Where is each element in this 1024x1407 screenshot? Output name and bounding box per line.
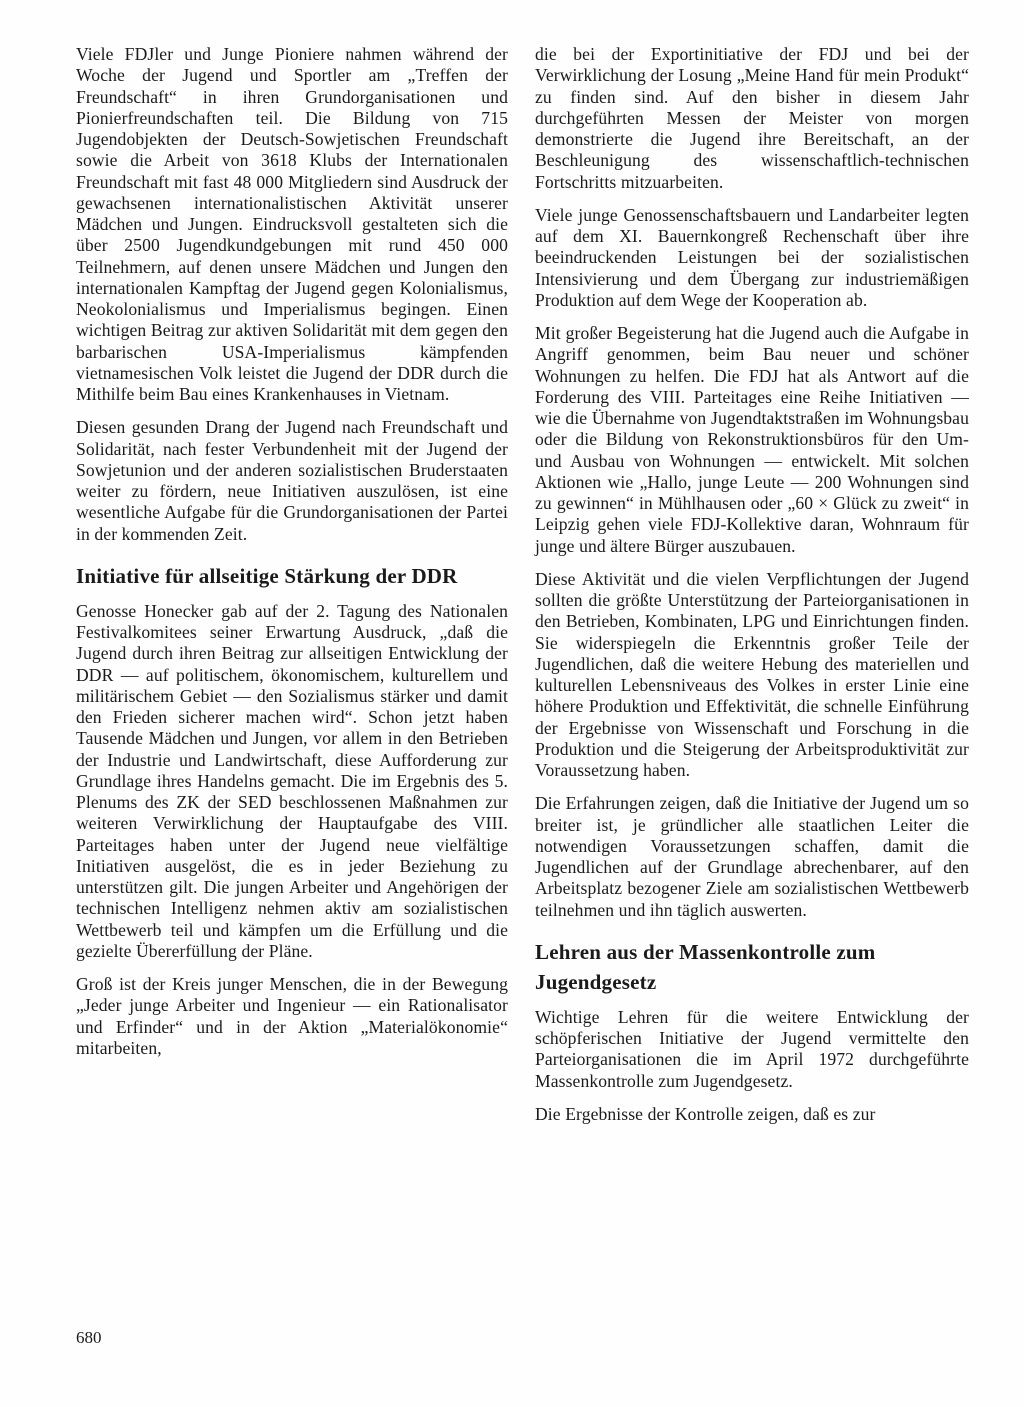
paragraph: Die Ergebnisse der Kontrolle zeigen, daß es zur bbox=[535, 1103, 876, 1124]
paragraph: Viele FDJler und Junge Pioniere nahmen während der Woche der Jugend und Sportler am „Treffen der Freundschaft“ in ihren Grundorganisationen und Pionierfreundschaften teil. Die Bildung von 715 Jugendobjekten der Deutsch-Sowjetischen Freundschaft sowie die Arbeit von 3618 Klubs der Internationalen Freundschaft mit fast 48 000 Mitgliedern sind Ausdruck der gewachsenen internationalistischen Aktivität unserer Mädchen und Jungen. Eindrucksvoll gestalteten sich die über 2500 Jugendkundgebungen mit rund 450 000 Teilnehmern, auf denen unsere Mädchen und Jungen den internationalen Kampftag der Jugend gegen Kolonialismus, Neokolonialismus und Imperialismus begingen. Einen wichtigen Beitrag zur aktiven Solidarität mit dem gegen den barbarischen USA-Imperialismus kämpfenden vietnamesischen Volk leistet die Jugend der DDR durch die Mithilfe beim Bau eines Krankenhauses in Vietnam. bbox=[76, 44, 508, 404]
paragraph: Diese Aktivität und die vielen Verpflichtungen der Jugend sollten die größte Unterstützung der Parteiorganisationen in den Betrieben, Kombinaten, LPG und Einrichtungen finden. Sie widerspiegeln die Erkenntnis großer Teile der Jugendlichen, daß die weitere Hebung des materiellen und kulturellen Lebensniveaus des Volkes in erster Linie eine höhere Produktion und Effektivität, die schnelle Einführung der Ergebnisse von Wissenschaft und Forschung in die Produktion und die Steigerung der Arbeitsproduktivität zur Voraussetzung haben. bbox=[535, 568, 969, 780]
paragraph: Viele junge Genossenschaftsbauern und Landarbeiter legten auf dem XI. Bauernkongreß Rechenschaft über ihre beeindruckenden Leistungen bei der sozialistischen Intensivierung und dem Übergang zur industriemäßigen Produktion auf dem Wege der Kooperation ab. bbox=[535, 204, 969, 310]
paragraph: Wichtige Lehren für die weitere Entwicklung der schöpferischen Initiative der Jugend vermittelte den Parteiorganisationen die im April 1972 durchgeführte Massenkontrolle zum Jugendgesetz. bbox=[535, 1006, 969, 1091]
paragraph: die bei der Exportinitiative der FDJ und bei der Verwirklichung der Losung „Meine Hand für mein Produkt“ zu finden sind. Auf den bisher in diesem Jahr durchgeführten Messen der Meister von morgen demonstrierte die Jugend ihre Bereitschaft, an der Beschleunigung des wissenschaftlich-technischen Fortschritts mitzuarbeiten. bbox=[535, 44, 969, 192]
paragraph: Mit großer Begeisterung hat die Jugend auch die Aufgabe in Angriff genommen, beim Bau neuer und schöner Wohnungen zu helfen. Die FDJ hat als Antwort auf die Forderung des VIII. Parteitages eine Reihe Initiativen — wie die Übernahme von Jugendtaktstraßen im Wohnungsbau oder die Bildung von Rekonstruktionsbüros für den Um- und Ausbau von Wohnungen — entwickelt. Mit solchen Aktionen wie „Hallo, junge Leute — 200 Wohnungen sind zu gewinnen“ in Mühlhausen oder „60 × Glück zu zweit“ in Leipzig gehen viele FDJ-Kollektive daran, Wohnraum für junge und ältere Bürger auszubauen. bbox=[535, 323, 969, 556]
paragraph: Groß ist der Kreis junger Menschen, die in der Bewegung „Jeder junge Arbeiter und Ingenieur — ein Rationalisator und Erfinder“ und in der Aktion „Materialökonomie“ mitarbeiten, bbox=[76, 974, 508, 1058]
paragraph: Genosse Honecker gab auf der 2. Tagung des Nationalen Festivalkomitees seiner Erwartung Ausdruck, „daß die Jugend durch ihren Beitrag zur allseitigen Entwicklung der DDR — auf politischem, ökonomischem, kulturellem und militärischem Gebiet — den Sozialismus stärker und damit den Frieden sicherer machen wird“. Schon jetzt haben Tausende Mädchen und Jungen, vor allem in den Betrieben der Industrie und Landwirtschaft, diese Aufforderung zur Grundlage ihres Handelns gemacht. Die im Ergebnis des 5. Plenums des ZK der SED beschlossenen Maßnahmen zur weiteren Verwirklichung der Hauptaufgabe des VIII. Parteitages haben unter der Jugend neue vielfältige Initiativen ausgelöst, die es in jeder Beziehung zu unterstützen gilt. Die jungen Arbeiter und Angehörigen der technischen Intelligenz nehmen aktiv am sozialistischen Wettbewerb teil und kämpfen um die Erfüllung und die gezielte Übererfüllung der Pläne. bbox=[76, 600, 508, 961]
section-heading: Initiative für allseitige Stärkung der DDR bbox=[76, 563, 458, 588]
paragraph: Die Erfahrungen zeigen, daß die Initiative der Jugend um so breiter ist, je gründlicher alle staatlichen Leiter die notwendigen Voraussetzungen schaffen, damit die Jugendlichen auf der Grundlage abrechenbarer, auf den Arbeitsplatz bezogener Ziele am sozialistischen Wettbewerb teilnehmen und ihn täglich auswerten. bbox=[535, 793, 969, 920]
section-heading: Lehren aus der Massenkontrolle zum Jugendgesetz bbox=[535, 939, 876, 994]
page-number: 680 bbox=[76, 1328, 102, 1347]
left-column bbox=[76, 44, 508, 1071]
right-column bbox=[535, 44, 969, 1137]
paragraph: Diesen gesunden Drang der Jugend nach Freundschaft und Solidarität, nach fester Verbundenheit mit der Jugend der Sowjetunion und der anderen sozialistischen Bruderstaaten weiter zu fördern, neue Initiativen auszulösen, ist eine wesentliche Aufgabe für die Grundorganisationen der Partei in der kommenden Zeit. bbox=[76, 417, 508, 544]
